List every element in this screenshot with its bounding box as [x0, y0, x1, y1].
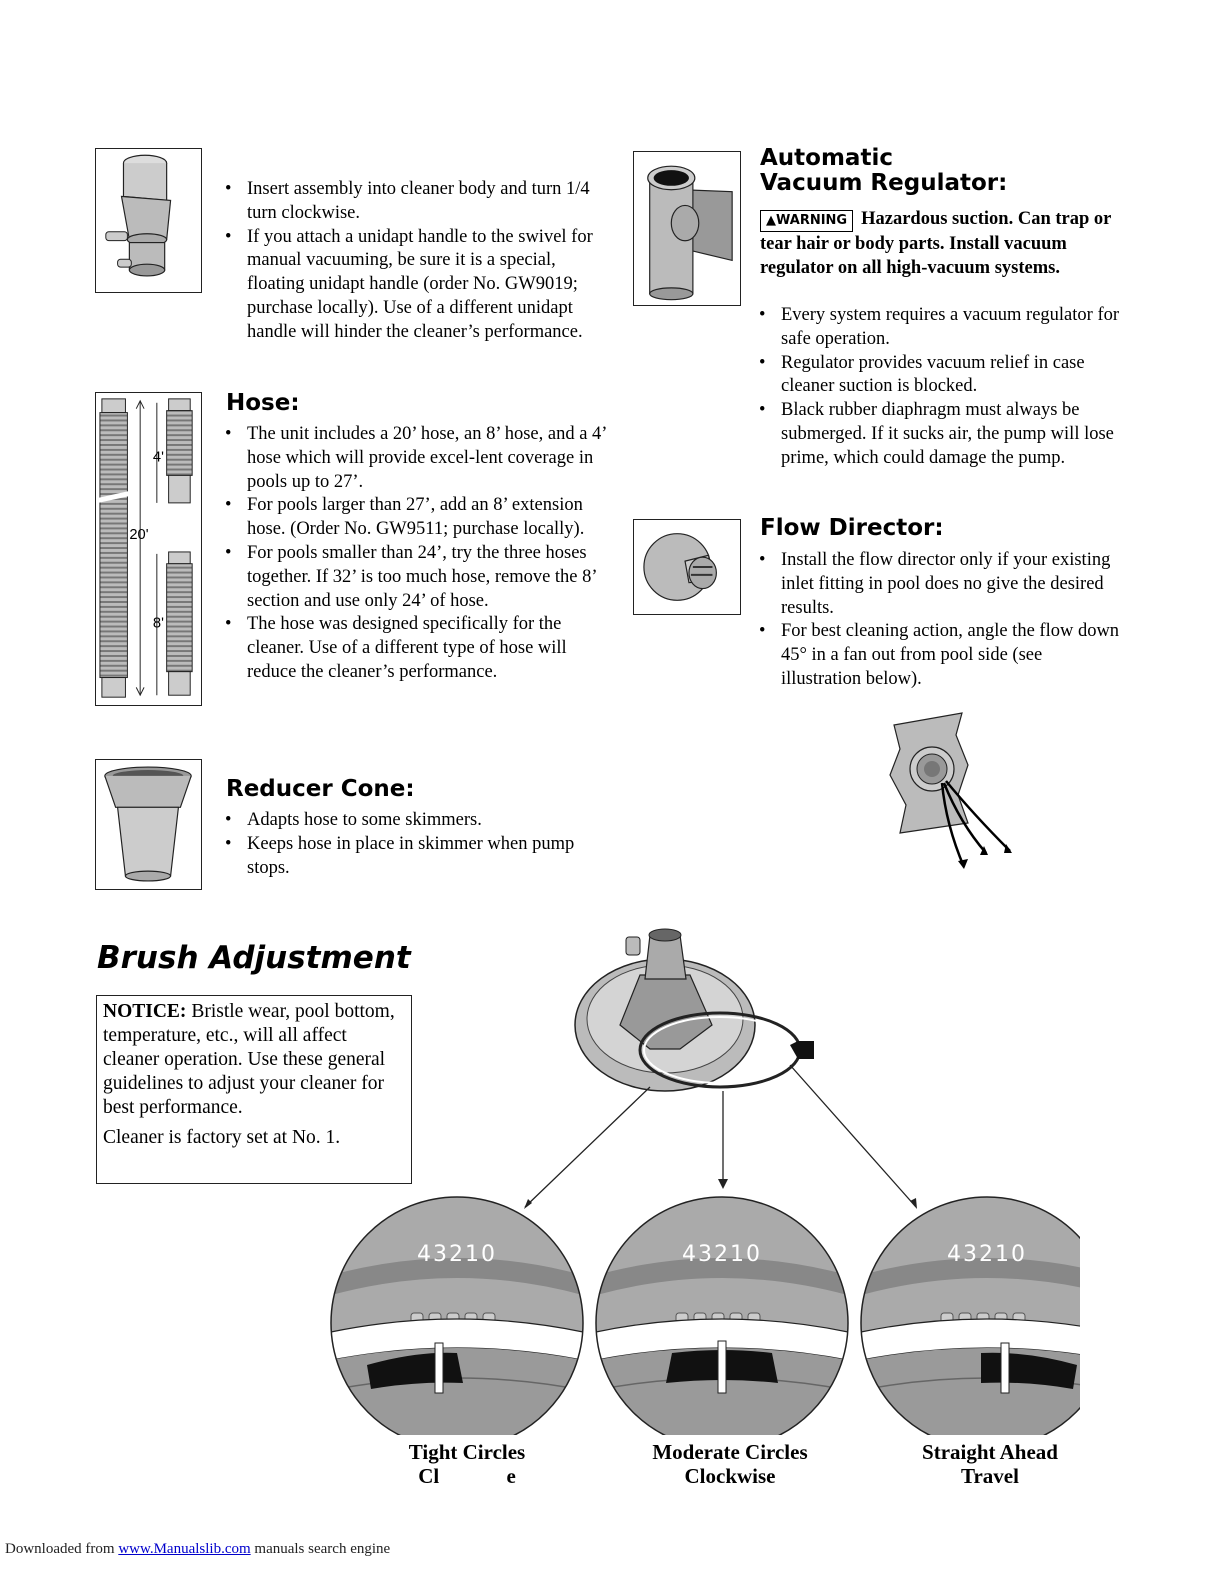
reducer-cone-figure — [95, 759, 202, 890]
reducer-cone-heading: Reducer Cone: — [226, 776, 415, 802]
footer-suffix: manuals search engine — [254, 1541, 391, 1557]
reducer-cone-bullets — [225, 809, 610, 880]
dial-tight-circles — [320, 1183, 637, 1435]
hose-figure — [95, 392, 202, 706]
vacuum-regulator-figure — [633, 151, 741, 306]
list-item: • Keeps hose in place in skimmer when pump stops. — [225, 833, 610, 881]
swivel-bullets — [225, 178, 610, 345]
vacuum-regulator-heading-line2: Vacuum Regulator: — [760, 170, 1008, 196]
dial-numbers: 43210 — [682, 1242, 762, 1267]
list-item: • Insert assembly into cleaner body and turn 1/4 turn clockwise. — [225, 178, 610, 226]
list-item: • For pools larger than 27’, add an 8’ extension hose. (Order No. GW9511; purchase locally). — [225, 494, 610, 542]
download-footer — [5, 1541, 390, 1558]
flow-director-heading: Flow Director: — [760, 515, 944, 541]
hose-length-4: 4' — [152, 449, 164, 466]
caption-straight-ahead — [890, 1440, 1090, 1488]
hose-heading: Hose: — [226, 390, 300, 416]
notice-text: Bristle wear, pool bottom, temperature, etc., will all affect cleaner operation. Use these general guidelines to adjust your cleaner for best performance. — [103, 1001, 395, 1118]
caption-line1: Straight Ahead — [922, 1440, 1058, 1464]
reducer-cone-illustration — [96, 760, 201, 889]
factory-setting-text: Cleaner is factory set at No. 1. — [103, 1127, 341, 1148]
warning-block — [760, 207, 1120, 280]
list-item: • For pools smaller than 24’, try the three hoses together. If 32’ is too much hose, remove the 8’ section and use only 24’ of hose. — [225, 542, 610, 613]
caption-line1: Moderate Circles — [652, 1440, 808, 1464]
flow-director-bullets — [759, 549, 1124, 692]
list-item: • The unit includes a 20’ hose, an 8’ hose, and a 4’ hose which will provide excel-lent coverage in pools up to 27’. — [225, 423, 610, 494]
caption-line2: Travel — [961, 1464, 1019, 1488]
hose-bullets — [225, 423, 610, 685]
flow-director-illustration — [634, 520, 740, 614]
vacuum-regulator-heading — [760, 146, 1007, 196]
manualslib-link[interactable]: www.Manualslib.com — [118, 1541, 251, 1557]
brush-adjustment-title: Brush Adjustment — [97, 940, 411, 976]
list-item: • If you attach a unidapt handle to the swivel for manual vacuuming, be sure it is a special, floating unidapt handle (order No. GW9019; purchase locally). Use of a different unidapt handle will hinder the cleaner’s performance. — [225, 226, 610, 345]
hose-length-20: 20' — [129, 527, 149, 544]
list-item: • Regulator provides vacuum relief in case cleaner suction is blocked. — [759, 352, 1119, 400]
notice-label: NOTICE: — [103, 1001, 187, 1022]
list-item: • Black rubber diaphragm must always be submerged. If it sucks air, the pump will lose prime, which could damage the pump. — [759, 399, 1119, 470]
caption-line2: Clockwise — [684, 1464, 776, 1488]
list-item: • The hose was designed specifically for the cleaner. Use of a different type of hose will reduce the cleaner’s performance. — [225, 613, 610, 684]
flow-fan-illustration — [880, 705, 1020, 875]
list-item: • For best cleaning action, angle the flow down 45° in a fan out from pool side (see illustration below). — [759, 620, 1124, 691]
dial-moderate-circles — [542, 1183, 902, 1435]
hose-length-8: 8' — [152, 615, 164, 632]
hose-illustration — [96, 393, 201, 705]
brush-adjustment-diagram — [320, 915, 1080, 1435]
caption-line2: Cl e — [418, 1464, 516, 1488]
swivel-figure — [95, 148, 202, 293]
list-item: • Every system requires a vacuum regulator for safe operation. — [759, 304, 1119, 352]
warning-label: WARNING — [776, 213, 848, 228]
list-item: • Install the flow director only if your existing inlet fitting in pool does no give the desired results. — [759, 549, 1124, 620]
flow-director-figure — [633, 519, 741, 615]
vacuum-regulator-illustration — [634, 152, 740, 305]
vacuum-regulator-heading-line1: Automatic — [760, 145, 893, 171]
caption-line1: Tight Circles — [408, 1440, 526, 1464]
dial-numbers: 43210 — [417, 1242, 497, 1267]
caption-moderate-circles — [620, 1440, 840, 1488]
swivel-illustration — [96, 149, 201, 292]
warning-triangle-icon: ▲ — [766, 213, 776, 228]
vacuum-regulator-bullets — [759, 304, 1119, 471]
list-item: • Adapts hose to some skimmers. — [225, 809, 610, 833]
warning-badge — [760, 210, 853, 232]
warning-text: Hazardous suction. Can trap or tear hair or body parts. Install vacuum regulator on all high-vacuum systems. — [760, 209, 1112, 278]
dial-numbers: 43210 — [947, 1242, 1027, 1267]
caption-tight-circles — [367, 1440, 567, 1488]
footer-prefix: Downloaded from — [5, 1541, 115, 1557]
